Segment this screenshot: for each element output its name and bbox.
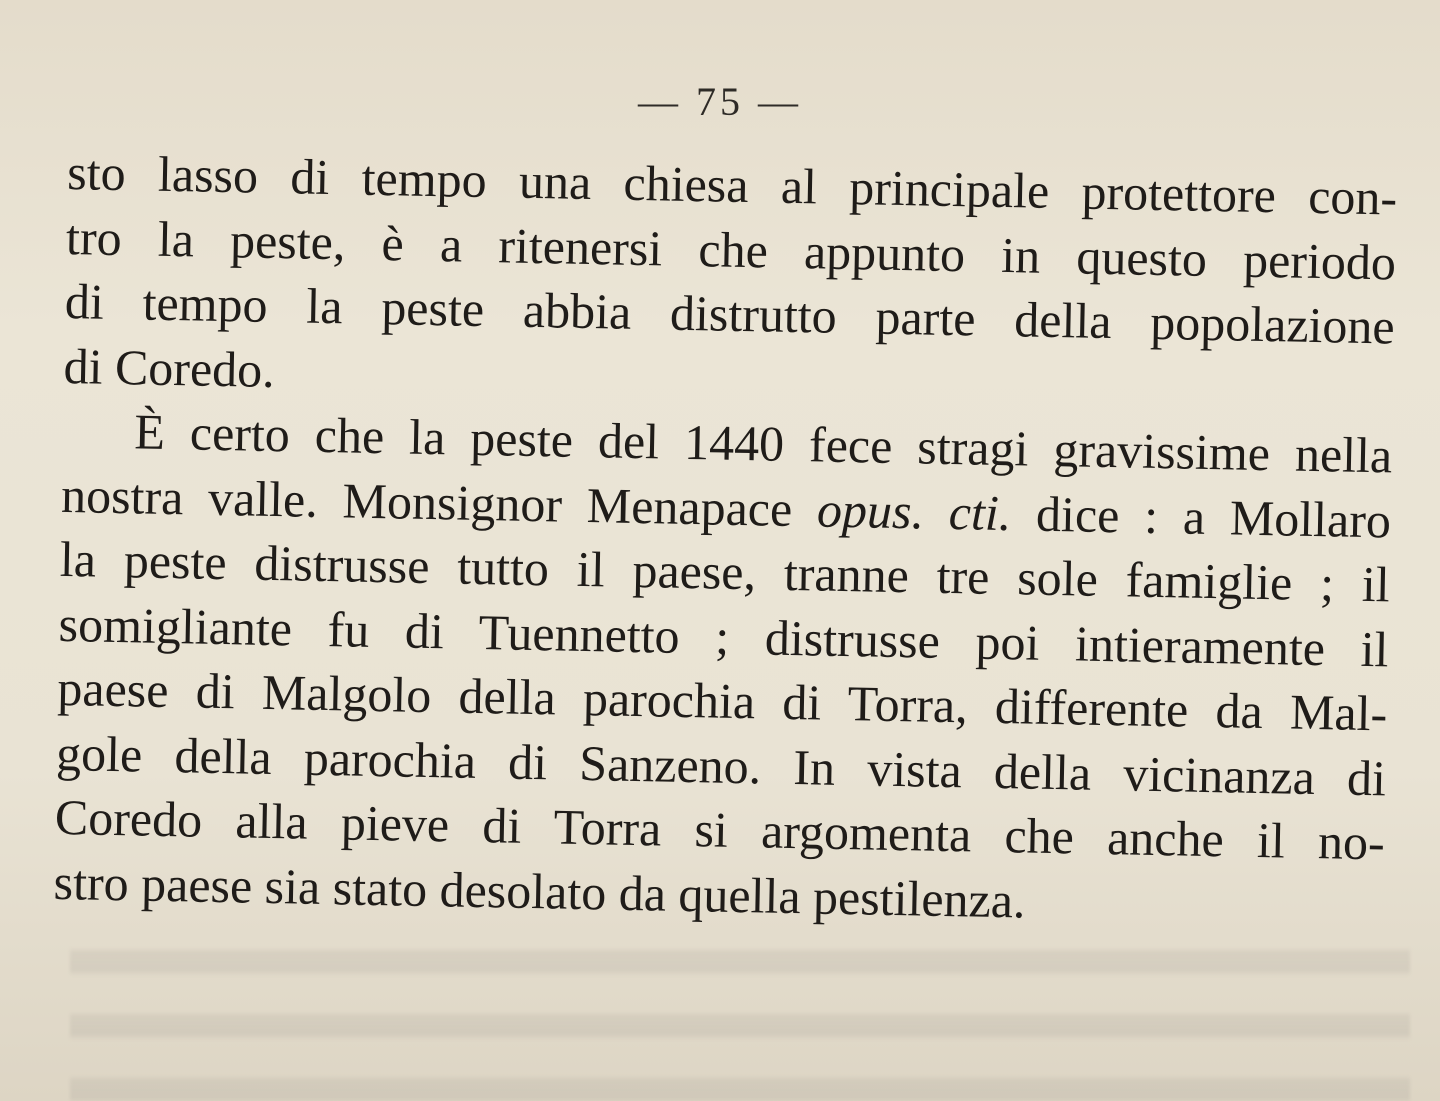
body-text: [53, 140, 1398, 939]
text-line: somigliante fu di Tuennetto ; distrusse poi intieramente il: [58, 595, 1390, 677]
text-line: Coredo alla pieve di Torra si argomenta che anche il no-: [54, 788, 1386, 871]
paragraph-2: [53, 398, 1393, 939]
paragraph-1: [63, 140, 1398, 423]
text-line: sto lasso di tempo una chiesa al principale protettore con-: [66, 143, 1398, 226]
text-line: di Coredo.: [63, 337, 276, 398]
text-segment: nostra valle. Monsignor Menapace: [60, 466, 793, 537]
page-number: — 75 —: [638, 79, 802, 124]
text-segment: dice : a Mollaro: [1035, 485, 1392, 548]
text-line: tro la peste, è a ritenersi che appunto in questo periodo: [65, 208, 1397, 291]
text-line: paese di Malgolo della parochia di Torra, differente da Mal-: [56, 659, 1388, 742]
italic-citation: opus. cti.: [816, 480, 1012, 541]
text-line: la peste distrusse tutto il paese, tranne tre sole famiglie ; il: [59, 530, 1391, 613]
text-line: di tempo la peste abbia distrutto parte della popolazione: [64, 272, 1396, 355]
text-line: stro paese sia stato desolato da quella pestilenza.: [53, 853, 1027, 929]
show-through-text: [70, 930, 1410, 1101]
text-line: gole della parochia di Sanzeno. In vista della vicinanza di: [55, 724, 1387, 806]
text-line: È certo che la peste del 1440 fece stragi gravissime nella: [133, 403, 1393, 484]
